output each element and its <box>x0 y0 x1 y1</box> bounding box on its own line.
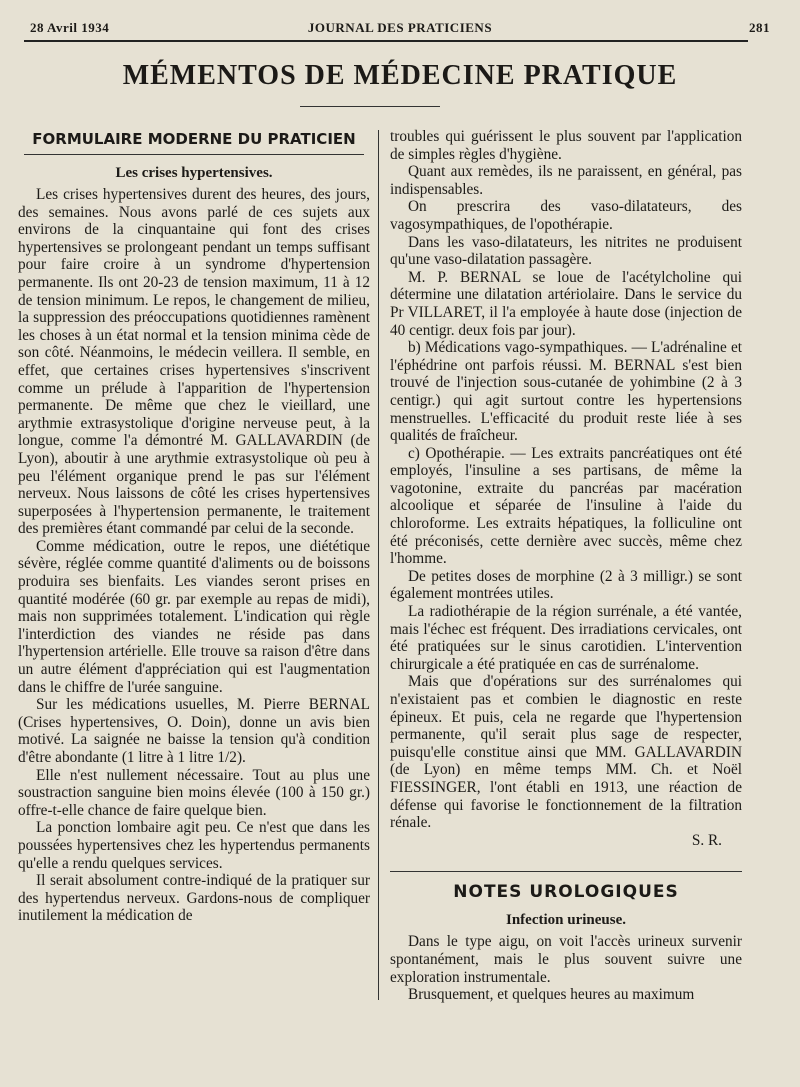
paragraph: c) Opothérapie. — Les extraits pancréatiques ont été employés, l'insuline a ses partisans, de même la vagotonine, extraite du pancréas par macération alcoolique et séparée de l'insuline à l'aide du chloroforme. Les extraits hépatiques, la folliculine ont été préconisés, cette dernière avec succès, même chez l'homme. <box>390 444 742 568</box>
paragraph: Dans le type aigu, on voit l'accès urineux survenir spontanément, mais le plus souvent suivre une exploration instrumentale. <box>390 933 742 986</box>
paragraph: Il serait absolument contre-indiqué de la pratiquer sur des hypertendus nerveux. Gardons-nous de compliquer inutilement la médication de <box>18 872 370 925</box>
journal-name: JOURNAL DES PRATICIENS <box>307 20 493 35</box>
paragraph: Quant aux remèdes, ils ne paraissent, en général, pas indispensables. <box>390 163 742 198</box>
section-title: FORMULAIRE MODERNE DU PRATICIEN <box>24 128 364 155</box>
header-rule <box>24 40 748 42</box>
paragraph: Les crises hypertensives durent des heures, des jours, des semaines. Nous avons parlé de ces sujets aux environs de la cinquantaine qui font des crises hypertensives se prolongeant pendant un temps suffisant pour faire croire à un syndrome d'hypertension permanente. Ils ont 20-23 de tension maximum, 11 à 12 de tension minimum. Le repos, le changement de milieu, la suppression des préoccupations quotidiennes ramènent les choses à un état normal et la tension minima cède de son côté. Néanmoins, le médecin veillera. Il semble, en effet, que certaines crises hypertensives s'inscrivent comme un prélude à l'apparition de l'hypertension permanente. De même que chez le vieillard, une arythmie extrasystolique d'origine nerveuse peut, à la longue, comme l'a démontré M. GALLAVARDIN (de Lyon), aboutir à une arythmie extrasystolique où peu à peu l'élément organique prend le pas sur l'élément nerveux. Nous laissons de côté les crises hypertensives superposées à l'hypertension permanente, le traitement des premières étant commandé par celui de la seconde. <box>18 186 370 538</box>
page-number: 281 <box>749 20 770 35</box>
issue-date: 28 Avril 1934 <box>30 20 110 35</box>
left-column <box>18 128 370 925</box>
paragraph: Sur les médications usuelles, M. Pierre BERNAL (Crises hypertensives, O. Doin), donne un avis bien motivé. La saignée ne baisse la tension qu'à condition d'être abondante (1 litre à 1 litre 1/2). <box>18 696 370 766</box>
paragraph: Dans les vaso-dilatateurs, les nitrites ne produisent qu'une vaso-dilatation passagère. <box>390 233 742 269</box>
paragraph: De petites doses de morphine (2 à 3 milligr.) se sont également montrées utiles. <box>390 567 742 603</box>
paragraph: troubles qui guérissent le plus souvent par l'application de simples règles d'hygiène. <box>390 128 742 163</box>
paragraph: Mais que d'opérations sur des surrénalomes qui n'existaient pas et combien le diagnostic en reste épineux. Et puis, cela ne regarde que l'hypertension permanente, qu'il serait plus sage de respecter, puisqu'elle constitue ainsi que MM. GALLAVARDIN (de Lyon) en même temps MM. Ch. et Noël FIESSINGER, l'ont établi en 1913, une réaction de défense qui favorise le fonctionnement de la filtration rénale. <box>390 673 742 832</box>
paragraph: Brusquement, et quelques heures au maximum <box>408 986 695 1004</box>
signature-line <box>390 832 742 850</box>
paragraph: La ponction lombaire agit peu. Ce n'est que dans les poussées hypertensives chez les hypertendus permanents qu'elle a rendu quelques services. <box>18 819 370 872</box>
paragraph: Comme médication, outre le repos, une diététique sévère, réglée comme quantité d'aliments ou de boissons produira ses bienfaits. Les viandes seront prises en quantité modérée (60 gr. par exemple au repas de midi), mais non supprimées totalement. L'indication qui règle l'interdiction des viandes ne réside pas dans l'hypertension artérielle. Elle trouve sa raison d'être dans un autre élément d'appréciation qui est l'augmentation dans le chiffre de l'urée sanguine. <box>18 537 370 696</box>
running-head <box>30 20 770 40</box>
article-subtitle: Les crises hypertensives. <box>115 165 273 181</box>
author-signature: S. R. <box>691 831 722 849</box>
paragraph: La radiothérapie de la région surrénale, a été vantée, mais l'échec est fréquent. Des irradiations cervicales, ont été pratiquées sur le sinus carotidien. L'intervention chirurgicale a été pratiquée en cas de surrénalome. <box>390 603 742 673</box>
paragraph: b) Médications vago-sympathiques. — L'adrénaline et l'éphédrine ont parfois réussi. M. BERNAL s'est bien trouvé de l'injection sous-cutanée de yohimbine (2 à 3 centigr.) qui agit surtout contre les hypertensions menstruelles. L'efficacité du produit reste liée à ses qualités de fraîcheur. <box>390 339 742 445</box>
column-divider <box>378 130 379 1000</box>
paragraph: M. P. BERNAL se loue de l'acétylcholine qui détermine une dilatation artériolaire. Dans le service du Pr VILLARET, il l'a employée à haute dose (injection de 40 centigr. deux fois par jour). <box>390 268 742 339</box>
notes-section <box>390 871 742 1003</box>
main-title: MÉMENTOS DE MÉDECINE PRATIQUE <box>122 60 678 91</box>
title-rule <box>300 106 440 107</box>
notes-title: NOTES UROLOGIQUES <box>453 882 679 903</box>
paragraph: Elle n'est nullement nécessaire. Tout au plus une soustraction sanguine bien moins élevée (100 à 150 gr.) offre-t-elle chance de faire quelque bien. <box>18 766 370 819</box>
notes-subtitle: Infection urineuse. <box>506 912 626 929</box>
right-column <box>390 128 742 1004</box>
paragraph: On prescrira des vaso-dilatateurs, des vagosympathiques, de l'opothérapie. <box>390 198 742 233</box>
